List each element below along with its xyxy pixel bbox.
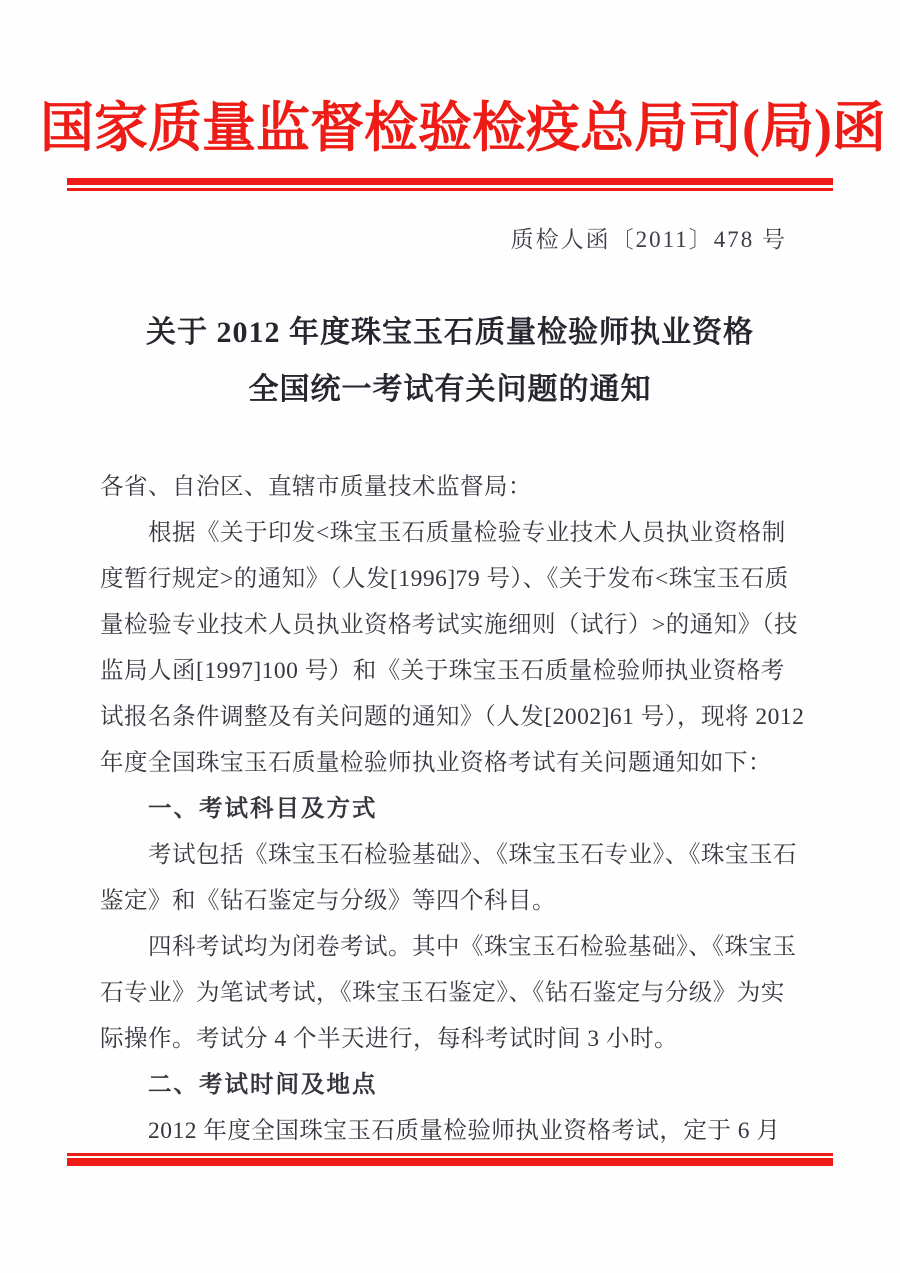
body-line: 试报名条件调整及有关问题的通知》（人发[2002]61 号），现将 2012 bbox=[100, 704, 805, 730]
body-line: 石专业》为笔试考试，《珠宝玉石鉴定》、《钻石鉴定与分级》为实 bbox=[100, 980, 785, 1006]
body-line: 一、考试科目及方式 bbox=[148, 796, 378, 822]
body-line: 2012 年度全国珠宝玉石质量检验师执业资格考试，定于 6 月 bbox=[148, 1118, 781, 1144]
body-line: 年度全国珠宝玉石质量检验师执业资格考试有关问题通知如下： bbox=[100, 750, 772, 776]
body-line: 量检验专业技术人员执业资格考试实施细则（试行）>的通知》（技 bbox=[100, 612, 799, 638]
notice-title bbox=[0, 304, 900, 418]
body-line: 度暂行规定>的通知》（人发[1996]79 号）、《关于发布<珠宝玉石质 bbox=[100, 566, 789, 592]
footer-separator bbox=[67, 1153, 833, 1166]
body-line: 根据《关于印发<珠宝玉石质量检验专业技术人员执业资格制 bbox=[148, 520, 786, 546]
body-line: 际操作。考试分 4 个半天进行，每科考试时间 3 小时。 bbox=[100, 1026, 678, 1052]
body-line: 监局人函[1997]100 号）和《关于珠宝玉石质量检验师执业资格考 bbox=[100, 658, 785, 684]
notice-title-line1: 关于 2012 年度珠宝玉石质量检验师执业资格 bbox=[146, 316, 754, 349]
body-text bbox=[100, 464, 805, 1154]
notice-title-line2: 全国统一考试有关问题的通知 bbox=[248, 373, 652, 406]
header-rule-thin bbox=[67, 188, 833, 191]
body-line: 四科考试均为闭卷考试。其中《珠宝玉石检验基础》、《珠宝玉 bbox=[148, 934, 797, 960]
body-line: 鉴定》和《钻石鉴定与分级》等四个科目。 bbox=[100, 888, 556, 914]
footer-rule-thick bbox=[67, 1158, 833, 1166]
header-rule-thick bbox=[67, 178, 833, 185]
document-number: 质检人函〔2011〕478 号 bbox=[510, 227, 787, 252]
body-line: 二、考试时间及地点 bbox=[148, 1072, 378, 1098]
letterhead-title: 国家质量监督检验检疫总局司(局)函 bbox=[40, 98, 886, 158]
body-line: 各省、自治区、直辖市质量技术监督局： bbox=[100, 474, 532, 500]
header-separator bbox=[67, 178, 833, 191]
body-line: 考试包括《珠宝玉石检验基础》、《珠宝玉石专业》、《珠宝玉石 bbox=[148, 842, 797, 868]
